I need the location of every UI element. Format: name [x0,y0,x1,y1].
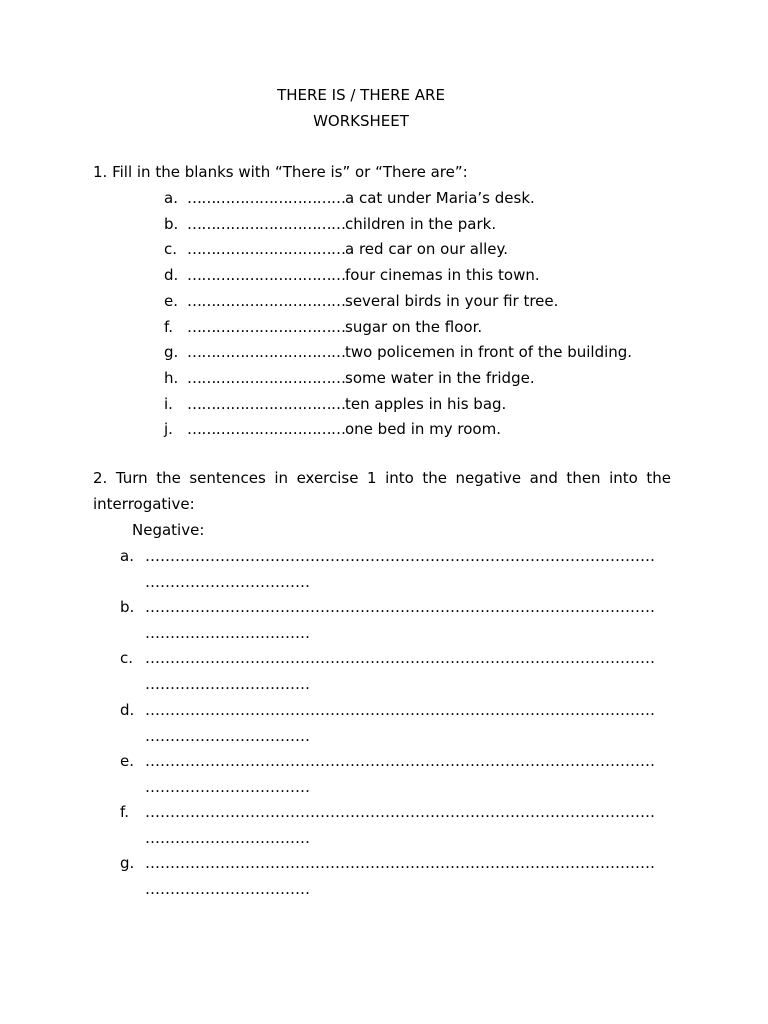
item-marker: g. [164,343,179,361]
answer-line-continuation[interactable]: …………………………… [145,727,310,745]
negative-label: Negative: [132,521,205,539]
fill-in-blank[interactable]: …………………………… [187,343,346,361]
answer-line-continuation[interactable]: …………………………… [145,778,310,796]
item-marker: c. [120,649,134,667]
answer-line[interactable]: ………………………………………………………………………………………… [145,803,655,821]
item-marker: a. [120,547,134,565]
fill-in-blank[interactable]: …………………………… [187,318,346,336]
fill-in-blank[interactable]: …………………………… [187,240,346,258]
item-marker: b. [164,215,179,233]
answer-line[interactable]: ………………………………………………………………………………………… [145,598,655,616]
item-marker: h. [164,369,179,387]
item-marker: g. [120,854,135,872]
answer-line[interactable]: ………………………………………………………………………………………… [145,547,655,565]
item-marker: c. [164,240,178,258]
item-marker: d. [164,266,179,284]
item-sentence: two policemen in front of the building. [345,343,633,361]
fill-in-blank[interactable]: …………………………… [187,266,346,284]
item-marker: f. [120,803,129,821]
exercise-1-instruction: 1. Fill in the blanks with “There is” or “There are”: [93,163,468,181]
title-line-1: THERE IS / THERE ARE [277,86,445,104]
fill-in-blank[interactable]: …………………………… [187,395,346,413]
item-sentence: children in the park. [345,215,497,233]
title-line-2: WORKSHEET [313,112,409,130]
fill-in-blank[interactable]: …………………………… [187,215,346,233]
fill-in-blank[interactable]: …………………………… [187,369,346,387]
item-sentence: one bed in my room. [345,420,501,438]
item-marker: b. [120,598,135,616]
item-marker: j. [164,420,173,438]
item-sentence: four cinemas in this town. [345,266,540,284]
item-sentence: some water in the fridge. [345,369,535,387]
answer-line[interactable]: ………………………………………………………………………………………… [145,752,655,770]
item-sentence: a cat under Maria’s desk. [345,189,535,207]
item-sentence: ten apples in his bag. [345,395,507,413]
answer-line[interactable]: ………………………………………………………………………………………… [145,649,655,667]
answer-line-continuation[interactable]: …………………………… [145,880,310,898]
fill-in-blank[interactable]: …………………………… [187,420,346,438]
fill-in-blank[interactable]: …………………………… [187,189,346,207]
item-marker: d. [120,701,135,719]
answer-line[interactable]: ………………………………………………………………………………………… [145,854,655,872]
item-marker: i. [164,395,173,413]
answer-line[interactable]: ………………………………………………………………………………………… [145,701,655,719]
item-sentence: sugar on the floor. [345,318,483,336]
exercise-2-instruction-line-2: interrogative: [93,495,195,513]
item-marker: f. [164,318,173,336]
item-marker: e. [120,752,134,770]
item-sentence: several birds in your fir tree. [345,292,559,310]
answer-line-continuation[interactable]: …………………………… [145,675,310,693]
item-sentence: a red car on our alley. [345,240,509,258]
answer-line-continuation[interactable]: …………………………… [145,624,310,642]
fill-in-blank[interactable]: …………………………… [187,292,346,310]
answer-line-continuation[interactable]: …………………………… [145,829,310,847]
item-marker: a. [164,189,178,207]
exercise-2-instruction-line-1: 2. Turn the sentences in exercise 1 into the negative and then into the [93,469,671,487]
item-marker: e. [164,292,178,310]
answer-line-continuation[interactable]: …………………………… [145,573,310,591]
